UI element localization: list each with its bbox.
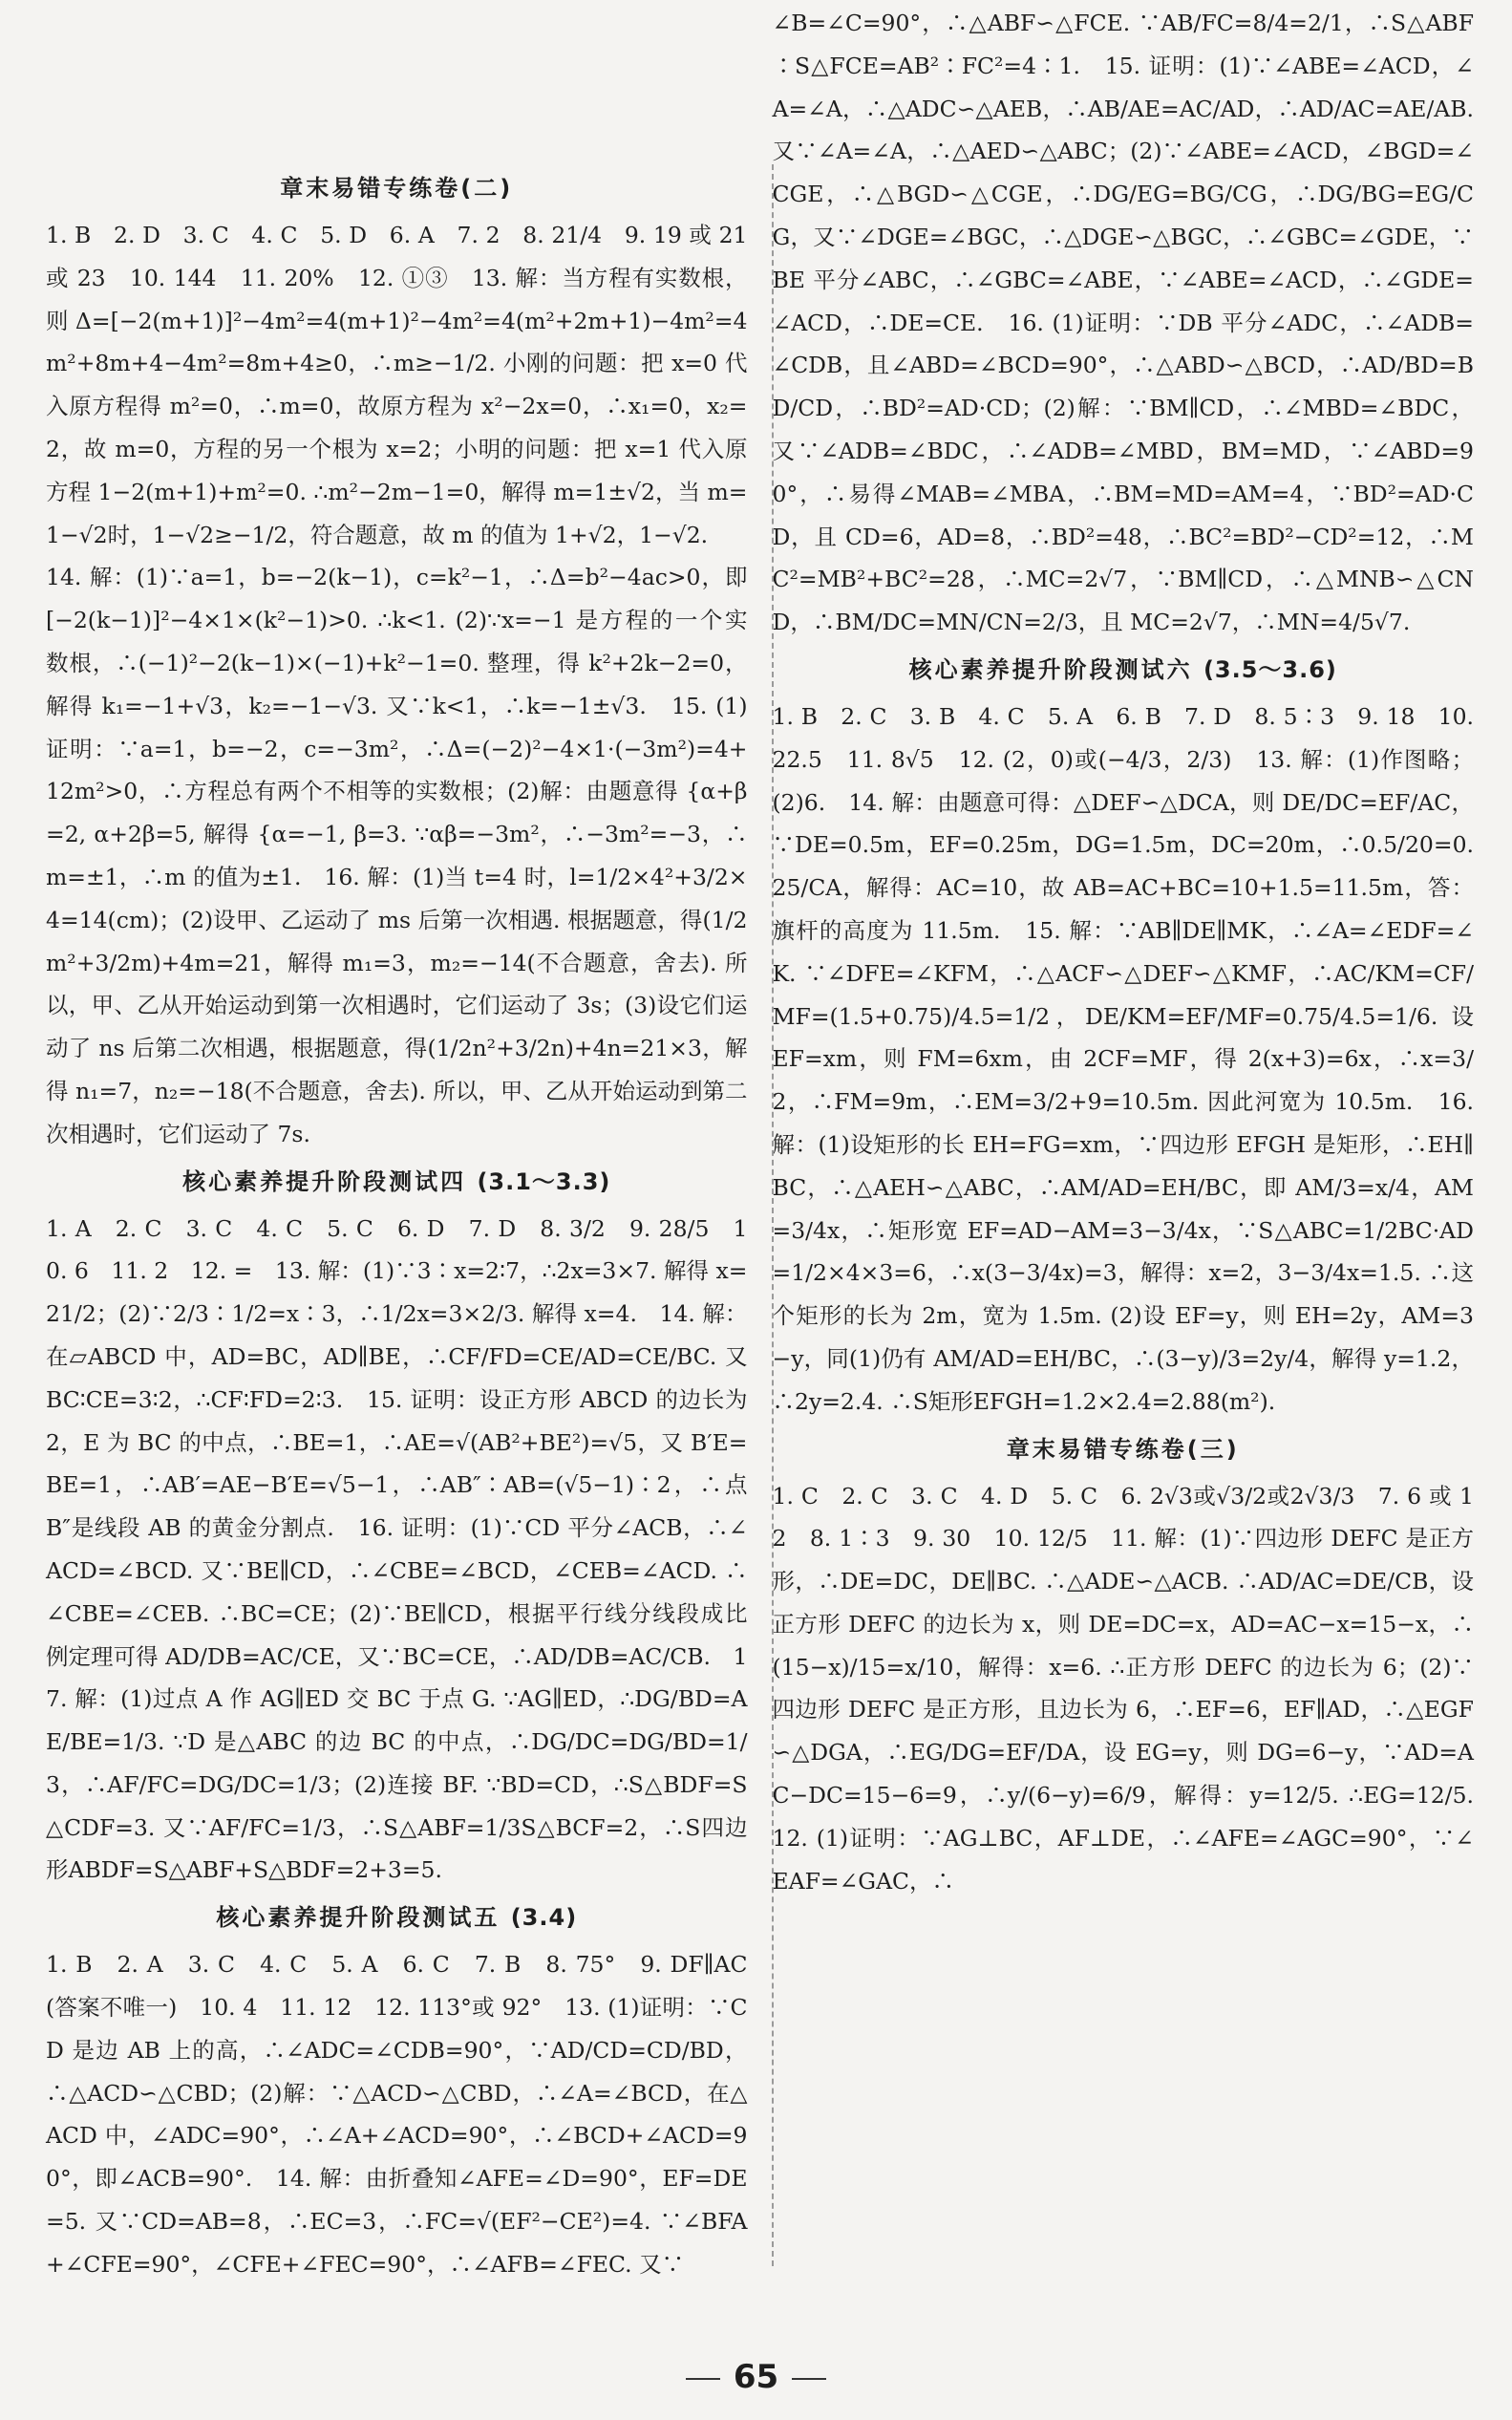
page-number-right-rule [792, 2378, 826, 2380]
section-title-range: (3.4) [510, 1904, 578, 1932]
section-title-range: (3.1～3.3) [477, 1167, 611, 1195]
answer-paragraph: ∠B=∠C=90°，∴△ABF∽△FCE. ∵AB/FC=8/4=2/1，∴S△ABF∶S△FCE=AB²∶FC²=4∶1. 15. 证明：(1)∵∠ABE=∠ACD，∠A=∠A，∴△ADC∽△AEB，∴AB/AE=AC/AD，∴AD/AC=AE/AB. 又∵∠A=∠A，∴△AED∽△ABC；(2)∵∠ABE=∠ACD，∠BGD=∠CGE，∴△BGD∽△CGE，∴DG/EG=BG/CG，∴DG/BG=EG/CG，又∵∠DGE=∠BGC，∴△DGE∽△BGC，∴∠GBC=∠GDE，∵BE 平分∠ABC，∴∠GBC=∠ABE，∵∠ABE=∠ACD，∴∠GDE=∠ACD，∴DE=CE. 16. (1)证明：∵DB 平分∠ADC，∴∠ADB=∠CDB，且∠ABD=∠BCD=90°，∴△ABD∽△BCD，∴AD/BD=BD/CD，∴BD²=AD·CD；(2)解：∵BM∥CD，∴∠MBD=∠BDC，又∵∠ADB=∠BDC，∴∠ADB=∠MBD，BM=MD，∵∠ABD=90°，∴易得∠MAB=∠MBA，∴BM=MD=AM=4，∵BD²=AD·CD，且 CD=6，AD=8，∴BD²=48，∴BC²=BD²−CD²=12，∴MC²=MB²+BC²=28，∴MC=2√7，∵BM∥CD，∴△MNB∽△CND，∴BM/DC=MN/CN=2/3，且 MC=2√7，∴MN=4/5√7. [772, 10, 1474, 636]
section-title [773, 1424, 1475, 1475]
answer-paragraph: 14. 解：(1)∵a=1，b=−2(k−1)，c=k²−1，∴Δ=b²−4ac>0，即[−2(k−1)]²−4×1×(k²−1)>0. ∴k<1. (2)∵x=−1 是方程的一个实数根，∴(−1)²−2(k−1)×(−1)+k²−1=0. 整理，得 k²+2k−2=0，解得 k₁=−1+√3，k₂=−1−√3. 又∵k<1，∴k=−1±√3. 15. (1)证明：∵a=1，b=−2，c=−3m²，∴Δ=(−2)²−4×1·(−3m²)=4+12m²>0，∴方程总有两个不相等的实数根；(2)解：由题意得 {α+β=2, α+2β=5, 解得 {α=−1, β=3. ∵αβ=−3m²，∴−3m²=−3，∴m=±1，∴m 的值为±1. 16. 解：(1)当 t=4 时，l=1/2×4²+3/2×4=14(cm)；(2)设甲、乙运动了 ms 后第一次相遇. 根据题意，得(1/2m²+3/2m)+4m=21，解得 m₁=3，m₂=−14(不合题意，舍去). 所以，甲、乙从开始运动到第一次相遇时，它们运动了 3s；(3)设它们运动了 ns 后第二次相遇，根据题意，得(1/2n²+3/2n)+4n=21×3，解得 n₁=7，n₂=−18(不合题意，舍去). 所以，甲、乙从开始运动到第二次相遇时，它们运动了 7s. [46, 564, 748, 1147]
section-title-text: 核心素养提升阶段测试六 [908, 655, 1193, 683]
section-title-text: 核心素养提升阶段测试四 [182, 1167, 467, 1195]
section-title [46, 162, 748, 214]
section-title [46, 1892, 748, 1943]
answer-paragraph: 1. C 2. C 3. C 4. D 5. C 6. 2√3或√3/2或2√3/3 7. 6 或 12 8. 1∶3 9. 30 10. 12/5 11. 解：(1)∵四边形 DEFC 是正方形，∴DE=DC，DE∥BC. ∴△ADE∽△ACB. ∴AD/AC=DE/CB，设正方形 DEFC 的边长为 x，则 DE=DC=x，AD=AC−x=15−x，∴(15−x)/15=x/10，解得：x=6. ∴正方形 DEFC 的边长为 6；(2)∵四边形 DEFC 是正方形，且边长为 6，∴EF=6，EF∥AD，∴△EGF∽△DGA，∴EG/DG=EF/DA，设 EG=y，则 DG=6−y，∵AD=AC−DC=15−6=9，∴y/(6−y)=6/9，解得：y=12/5. ∴EG=12/5. 12. (1)证明：∵AG⊥BC，AF⊥DE，∴∠AFE=∠AGC=90°，∵∠EAF=∠GAC，∴ [772, 1482, 1497, 1895]
page-number [0, 2358, 1512, 2396]
section-title-text: 章末易错专练卷(二) [280, 175, 514, 202]
left-column [46, 162, 748, 2278]
right-column [772, 0, 1497, 2142]
page-number-left-rule [686, 2378, 720, 2380]
answer-paragraph: 1. B 2. A 3. C 4. C 5. A 6. C 7. B 8. 75° 9. DF∥AC(答案不唯一) 10. 4 11. 12 12. 113°或 92° 13. (1)证明：∵CD 是边 AB 上的高，∴∠ADC=∠CDB=90°，∵AD/CD=CD/BD，∴△ACD∽△CBD；(2)解：∵△ACD∽△CBD，∴∠A=∠BCD，在△ACD 中，∠ADC=90°，∴∠A+∠ACD=90°，∴∠BCD+∠ACD=90°，即∠ACB=90°. 14. 解：由折叠知∠AFE=∠D=90°，EF=DE=5. 又∵CD=AB=8，∴EC=3，∴FC=√(EF²−CE²)=4. ∵∠BFA+∠CFE=90°，∠CFE+∠FEC=90°，∴∠AFB=∠FEC. 又∵ [46, 1951, 748, 2278]
answer-paragraph: 1. B 2. D 3. C 4. C 5. D 6. A 7. 2 8. 21/4 9. 19 或 21 或 23 10. 144 11. 20% 12. ①③ 13. 解：当方程有实数根，则Δ=[−2(m+1)]²−4m²=4(m+1)²−4m²=4(m²+2m+1)−4m²=4m²+8m+4−4m²=8m+4≥0，∴m≥−1/2. 小刚的问题：把 x=0 代入原方程得 m²=0，∴m=0，故原方程为 x²−2x=0，∴x₁=0，x₂=2，故 m=0，方程的另一个根为 x=2；小明的问题：把 x=1 代入原方程 1−2(m+1)+m²=0. ∴m²−2m−1=0，解得 m=1±√2，当 m=1−√2时，1−√2≥−1/2，符合题意，故 m 的值为 1+√2，1−√2. [46, 222, 748, 548]
answer-paragraph: 1. B 2. C 3. B 4. C 5. A 6. B 7. D 8. 5∶3 9. 18 10. 22.5 11. 8√5 12. (2，0)或(−4/3，2/3) 13. 解：(1)作图略；(2)6. 14. 解：由题意可得：△DEF∽△DCA，则 DE/DC=EF/AC，∵DE=0.5m，EF=0.25m，DG=1.5m，DC=20m，∴0.5/20=0.25/CA，解得：AC=10，故 AB=AC+BC=10+1.5=11.5m，答：旗杆的高度为 11.5m. 15. 解：∵AB∥DE∥MK，∴∠A=∠EDF=∠K. ∵∠DFE=∠KFM，∴△ACF∽△DEF∽△KMF，∴AC/KM=CF/MF=(1.5+0.75)/4.5=1/2，DE/KM=EF/MF=0.75/4.5=1/6. 设 EF=xm，则 FM=6xm，由 2CF=MF，得 2(x+3)=6x，∴x=3/2，∴FM=9m，∴EM=3/2+9=10.5m. 因此河宽为 10.5m. 16. 解：(1)设矩形的长 EH=FG=xm，∵四边形 EFGH 是矩形，∴EH∥BC，∴△AEH∽△ABC，∴AM/AD=EH/BC，即 AM/3=x/4，AM=3/4x，∴矩形宽 EF=AD−AM=3−3/4x，∵S△ABC=1/2BC·AD=1/2×4×3=6，∴x(3−3/4x)=3，解得：x=2，3−3/4x=1.5. ∴这个矩形的长为 2m，宽为 1.5m. (2)设 EF=y，则 EH=2y，AM=3−y，同(1)仍有 AM/AD=EH/BC，∴(3−y)/3=2y/4，解得 y=1.2，∴2y=2.4. ∴S矩形EFGH=1.2×2.4=2.88(m²). [772, 702, 1474, 1415]
section-title-range: (3.5～3.6) [1203, 655, 1337, 683]
column-divider [772, 164, 774, 2266]
page-number-text: 65 [733, 2358, 779, 2396]
section-title [773, 644, 1475, 696]
section-title [46, 1156, 748, 1208]
section-title-text: 核心素养提升阶段测试五 [216, 1904, 500, 1932]
answer-paragraph: 1. A 2. C 3. C 4. C 5. C 6. D 7. D 8. 3/2 9. 28/5 10. 6 11. 2 12. = 13. 解：(1)∵3∶x=2∶7，∴2x=3×7. 解得 x=21/2；(2)∵2/3∶1/2=x∶3，∴1/2x=3×2/3. 解得 x=4. 14. 解：在▱ABCD 中，AD=BC，AD∥BE，∴CF/FD=CE/AD=CE/BC. 又 BC∶CE=3∶2，∴CF∶FD=2∶3. 15. 证明：设正方形 ABCD 的边长为 2，E 为 BC 的中点，∴BE=1，∴AE=√(AB²+BE²)=√5，又 B′E=BE=1，∴AB′=AE−B′E=√5−1，∴AB″∶AB=(√5−1)∶2，∴点 B″是线段 AB 的黄金分割点. 16. 证明：(1)∵CD 平分∠ACB，∴∠ACD=∠BCD. 又∵BE∥CD，∴∠CBE=∠BCD，∠CEB=∠ACD. ∴∠CBE=∠CEB. ∴BC=CE；(2)∵BE∥CD，根据平行线分线段成比例定理可得 AD/DB=AC/CE，又∵BC=CE，∴AD/DB=AC/CB. 17. 解：(1)过点 A 作 AG∥ED 交 BC 于点 G. ∵AG∥ED，∴DG/BD=AE/BE=1/3. ∵D 是△ABC 的边 BC 的中点，∴DG/DC=DG/BD=1/3，∴AF/FC=DG/DC=1/3；(2)连接 BF. ∵BD=CD，∴S△BDF=S△CDF=3. 又∵AF/FC=1/3，∴S△ABF=1/3S△BCF=2，∴S四边形ABDF=S△ABF+S△BDF=2+3=5. [46, 1214, 748, 1884]
section-title-text: 章末易错专练卷(三) [1006, 1435, 1240, 1463]
